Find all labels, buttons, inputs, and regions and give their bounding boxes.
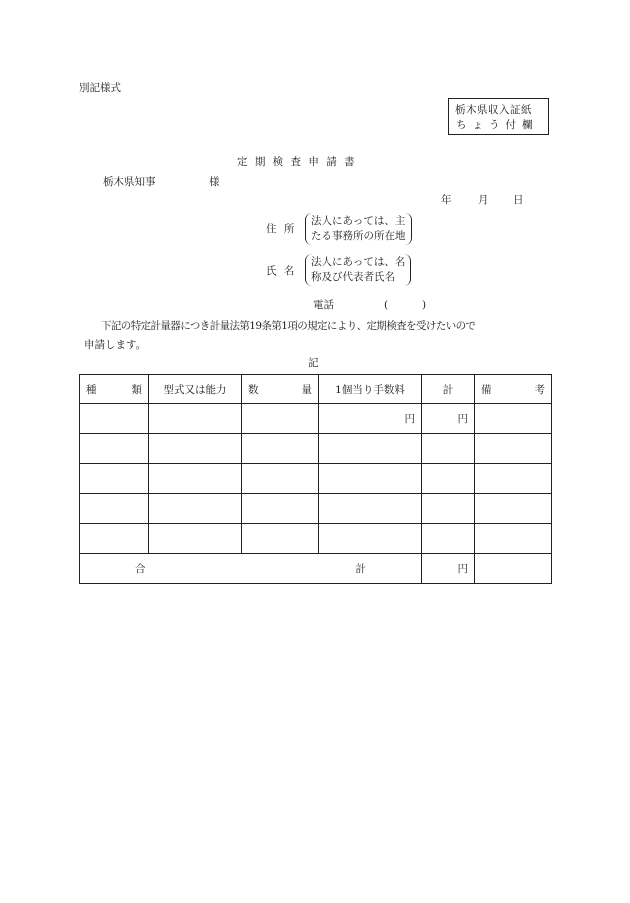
table-row bbox=[80, 434, 552, 464]
table-row bbox=[80, 404, 552, 434]
address-note bbox=[305, 213, 412, 245]
cell-kind bbox=[80, 404, 149, 434]
date-year: 年 bbox=[441, 194, 452, 206]
total-remarks bbox=[475, 554, 552, 584]
total-yen: 円 bbox=[422, 554, 475, 584]
name-note bbox=[305, 254, 411, 286]
header-kind: 種 類 bbox=[80, 375, 149, 404]
stamp-box-line1: 栃木県収入証紙 bbox=[455, 104, 532, 116]
date-day: 日 bbox=[513, 194, 524, 206]
stamp-box-line2: ちょう付欄 bbox=[456, 119, 539, 131]
table-row bbox=[80, 494, 552, 524]
ki-mark: 記 bbox=[308, 357, 319, 369]
header-fee: 1個当り手数料 bbox=[319, 375, 422, 404]
table-header-row bbox=[80, 375, 552, 404]
cell-remarks bbox=[475, 404, 552, 434]
name-note-line1: 法人にあっては、名 bbox=[311, 256, 406, 268]
address-label: 住 所 bbox=[266, 223, 297, 235]
items-table bbox=[79, 374, 552, 584]
addressee-name: 栃木県知事 bbox=[103, 176, 156, 188]
addressee-honorific: 様 bbox=[209, 176, 220, 188]
date-month: 月 bbox=[478, 194, 489, 206]
address-note-line1: 法人にあっては、主 bbox=[311, 215, 406, 227]
header-total: 計 bbox=[422, 375, 475, 404]
phone-paren-close: ) bbox=[422, 299, 427, 311]
cell-model bbox=[149, 404, 242, 434]
table-row bbox=[80, 464, 552, 494]
revenue-stamp-box bbox=[448, 98, 549, 135]
cell-total-yen: 円 bbox=[422, 404, 475, 434]
address-note-line2: たる事務所の所在地 bbox=[311, 230, 406, 242]
total-label-b: 計 bbox=[355, 563, 366, 575]
name-note-line2: 称及び代表者氏名 bbox=[311, 271, 395, 283]
phone-paren-open: ( bbox=[384, 299, 389, 311]
name-label: 氏 名 bbox=[266, 265, 297, 277]
header-remarks: 備 考 bbox=[475, 375, 552, 404]
body-text-line2: 申請します。 bbox=[84, 339, 147, 351]
header-model: 型式又は能力 bbox=[149, 375, 242, 404]
cell-quantity bbox=[242, 404, 319, 434]
form-label: 別記様式 bbox=[79, 82, 121, 94]
phone-label: 電話 bbox=[313, 299, 334, 311]
table-row bbox=[80, 524, 552, 554]
total-row bbox=[80, 554, 552, 584]
body-text-line1: 下記の特定計量器につき計量法第19条第1項の規定により、定期検査を受けたいので bbox=[101, 320, 476, 332]
total-label-a: 合 bbox=[135, 563, 146, 575]
page-title: 定 期 検 査 申 請 書 bbox=[237, 156, 357, 168]
header-quantity: 数 量 bbox=[242, 375, 319, 404]
total-label bbox=[80, 554, 422, 584]
cell-fee-yen: 円 bbox=[319, 404, 422, 434]
